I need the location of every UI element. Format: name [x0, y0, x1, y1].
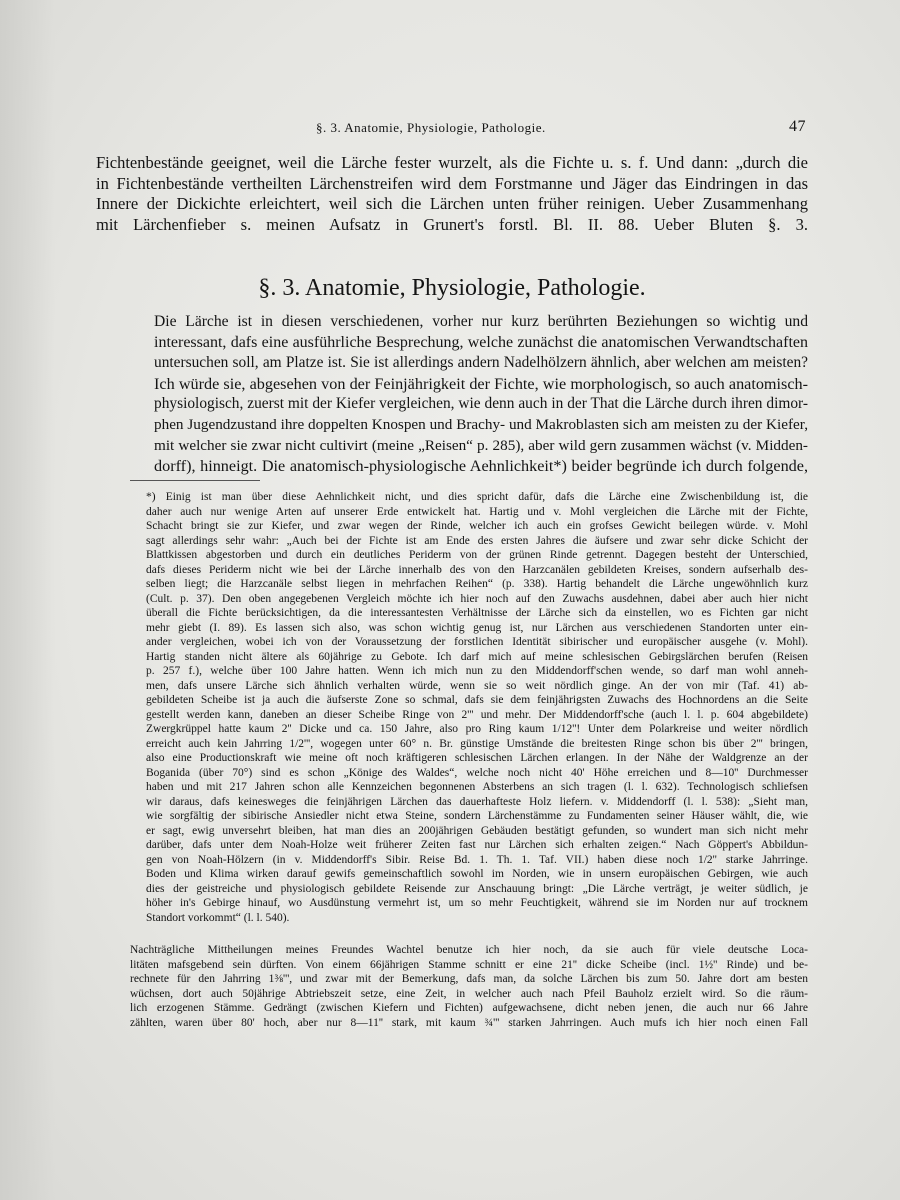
footnote-line: Boden und Klima wirken darauf gewifs gemeinschaftlich sowohl im Norden, wie in unsern europäischen Gebirgen, wie auch — [146, 868, 808, 880]
footnote-line: wüchsen, dort auch 50jährige Abtriebszeit setze, eine Zeit, in welcher auch nach Pfeil Bauholz erzielt wird. So die räum- — [130, 987, 808, 1000]
footnote — [96, 490, 808, 925]
text-line: Innere der Dickichte erleichtert, weil sich die Lärchen unten früher reinigen. Ueber Zusammenhang — [96, 194, 808, 213]
footnote-line: höher in's Gebirge hinauf, wo Ausdünstung vermehrt ist, um so mehr Feuchtigkeit, während sie im Norden nur auf trocknem — [146, 897, 808, 909]
footnote-line: (Cult. p. 37). Den oben angegebenen Vergleich möchte ich hier noch auf den Zuwachs ausdehnen, dabei aber auch hier nicht — [146, 592, 808, 605]
footnote-line: Hartig standen nicht ältere als 60jährige zu Gebote. Ich darf mich auf meine schlesischen Gebirgslärchen berufen (Reisen — [146, 650, 808, 663]
footnote-line: Blattkissen abgestorben und durch ein deutliches Periderm von der grünen Rinde getrennt. Dagegen besteht der Unterschied, — [146, 549, 808, 561]
footnote-line: mehr giebt (I. 89). Es lassen sich also, was schon wichtig genug ist, nur Lärchen aus verschiedenen Standorten unter ein- — [146, 621, 808, 634]
text-line: Fichtenbestände geeignet, weil die Lärche fester wurzelt, als die Fichte u. s. f. Und dann: „durch die — [96, 153, 808, 172]
footnote-line: darüber, dafs unter dem Noah-Holze weit früherer Zeiten fast nur Lärchen sich erhalten zeigen.“ Nach Göppert's Abbildun- — [146, 839, 808, 851]
text-line: mit welcher sie zwar nicht cultivirt (meine „Reisen“ p. 285), aber wild gern zusammen wächst (v. Midden- — [154, 436, 808, 454]
footnote-line: wie sorgfältig der sibirische Ansiedler nicht etwa Steine, sondern Lärchenstämme zu Fundamenten seiner Häuser wählt, die, wie — [146, 810, 808, 822]
footnote-line: er sagt, ewig unversehrt bleiben, hat man dies an 200jährigen Gebäuden bestätigt gefunden, so wundert man sich nicht mehr — [146, 824, 808, 837]
text-line: physiologisch, zuerst mit der Kiefer vergleichen, wie denn auch in der That die Lärche durch ihren dimor- — [154, 395, 808, 413]
footnote-line: gen von Noah-Hölzern (in v. Middendorff's Sibir. Reise Bd. 1. Th. 1. Taf. VII.) haben diese noch 1/2'' starke Jahrringe. — [146, 853, 808, 866]
footnote-line: also eine Productionskraft wie meine oft noch kräftigeren schlesischen Lärchen erlangen. In der Nähe der Waldgrenze an der — [146, 752, 808, 764]
footnote-line: *) Einig ist man über diese Aehnlichkeit nicht, und dies spricht dafür, dafs die Lärche eine Zwischenbildung ist, die — [146, 491, 808, 503]
text-line: untersuchen soll, am Platze ist. Sie ist allerdings andern Nadelhölzern ähnlich, aber welchen am meisten? — [154, 354, 808, 372]
text-line: interessant, dafs eine ausführliche Besprechung, welche zunächst die anatomischen Verwandtschaften — [154, 333, 808, 351]
footnote-line: lich erzogenen Stämme. Gedrängt (zwischen Kiefern und Fichten) aufgewachsene, dicht neben jenen, die auch nur 66 Jahre — [130, 1002, 808, 1014]
paragraph-intro — [96, 312, 808, 477]
footnote-line: Standort vorkommt“ (l. l. 540). — [146, 911, 290, 924]
footnote-line: litäten mafsgebend sein dürften. Von einem 66jährigen Stamme schnitt er eine 21'' dicke Scheibe (incl. 1½'' Rinde) und be- — [130, 958, 808, 971]
footnote-line: zählten, waren über 80' hoch, aber nur 8—11'' stark, mit kaum ¾''' starken Jahrringen. Auch mufs ich hier noch einen Fall — [130, 1016, 808, 1029]
footnote-line: dies der geistreiche und physiologisch gebildete Reisende zur Anschauung bringt: „Die Lärche verträgt, je weiter südlich, je — [146, 882, 808, 895]
footnote-line: Zwergkrüppel hatte kaum 2'' Dicke und ca. 150 Jahre, also pro Ring kaum 1/12''! Unter dem Polarkreise und weiter nördlich — [146, 723, 808, 735]
footnote-line: Boganida (über 70°) sind es schon „Könige des Waldes“, welche noch nicht 40' Höhe erreichen und 8—10'' Durchmesser — [146, 766, 808, 779]
text-line: mit Lärchenfieber s. meinen Aufsatz in Grunert's forstl. Bl. II. 88. Ueber Bluten §. 3. — [96, 214, 808, 234]
text-line: dorff), hinneigt. Die anatomisch-physiologische Aehnlichkeit*) beider begründe ich durch folgende, — [154, 457, 808, 476]
text-line: phen Jugendzustand ihre doppelten Knospen und Brachy- und Makroblasten sich am meisten zu der Kiefer, — [154, 415, 808, 433]
footnote-line: ander vergleichen, wobei ich von der Voraussetzung der forstlichen Identität sibirischer und europäischer ausgehe (v. Mohl). — [146, 636, 808, 648]
running-head: §. 3. Anatomie, Physiologie, Pathologie. — [316, 120, 546, 135]
footnote-line: selben liegt; die Harzcanäle selbst liegen in mehrfachen Reihen“ (p. 338). Hartig behandelt die Lärche ungewöhnlich kurz — [146, 578, 808, 590]
footnote-line: gestellt werden kann, daneben an dieser Scheibe Ringe von 2''' und mehr. Der Middendorff'sche (auch l. l. p. 604 abgebildete) — [146, 708, 808, 721]
text-line: in Fichtenbestände vertheilten Lärchenstreifen wird dem Forstmanne und Jäger das Eindringen in das — [96, 173, 808, 193]
footnote-line: rechnete für den Jahrring 1⅜''', und zwar mit der Bemerkung, dafs man, da solche Lärchen bis zum 50. Jahre dort am besten — [130, 973, 808, 985]
footnote-line: daher auch nur wenige Arten auf unserer Erde entwickelt hat. Hartig und v. Mohl vergleichen die Lärche mit der Fichte, — [146, 505, 808, 518]
page-header — [96, 118, 808, 140]
footnote-line: p. 257 f.), welche über 100 Jahre hatten. Wenn ich mich nun zu den Middendorff'schen wende, so darf man wohl anneh- — [146, 665, 808, 677]
paragraph-continued — [96, 153, 808, 235]
footnote-line: men, dafs unsere Lärche sich ähnlich verhalten würde, wenn sie so weit nördlich ginge. An der von mir (Taf. 41) ab- — [146, 679, 808, 692]
section-title: §. 3. Anatomie, Physiologie, Pathologie. — [258, 275, 646, 301]
footnote-line: erreicht auch kein Jahrring 1/2''', wogegen unter 60° n. Br. günstige Umstände die breitesten Ringe schon bis über 2''' bringen, — [146, 737, 808, 750]
text-line: Ich würde sie, abgesehen von der Feinjährigkeit der Fichte, wie morphologisch, so auch anatomisch- — [154, 374, 808, 393]
footnote-rule — [130, 480, 260, 481]
footnote-line: haben und mit 217 Jahren schon alle Kennzeichen begonnenen Absterbens an sich tragen (l. l. 632). Technologisch schliefsen — [146, 781, 808, 793]
footnote-addendum — [96, 943, 808, 1030]
page-number: 47 — [789, 118, 806, 135]
footnote-line: Nachträgliche Mittheilungen meines Freundes Wachtel benutze ich hier noch, da sie auch für viele deutsche Loca- — [130, 944, 808, 956]
footnote-line: wir daraus, dafs keinesweges die feinjährigen Lärchen das dauerhafteste Holz liefern. v. Middendorff (l. l. 538): „Sieht man, — [146, 795, 808, 808]
text-line: Die Lärche ist in diesen verschiedenen, vorher nur kurz berührten Beziehungen so wichtig und — [154, 313, 808, 330]
footnote-line: überall die Fichte berücksichtigen, da die interessantesten Verhältnisse der Lärche sich da einstellen, wo es Fichten gar nicht — [146, 607, 808, 619]
footnote-line: sagt allerdings sehr wahr: „Auch bei der Fichte ist am Ende des ersten Jahres die äufsere und zwar sehr dicke Schicht der — [146, 534, 808, 547]
footnote-line: dafs dieses Periderm nicht wie bei der Lärche innerhalb des von den Harzcanälen gebildeten Kreises, sondern aufserhalb des- — [146, 563, 808, 576]
footnote-line: Schacht bringt sie zur Kiefer, und zwar wegen der Rinde, welcher ich auch ein grofses Gewicht beilegen würde. v. Mohl — [146, 520, 808, 532]
page-shadow — [0, 0, 55, 1200]
footnote-line: gebildeten Scheibe ist ja auch die äufserste Zone so schmal, dafs sie dem feinjährigsten Zuwachs des Hochnordens an die Seite — [146, 694, 808, 706]
